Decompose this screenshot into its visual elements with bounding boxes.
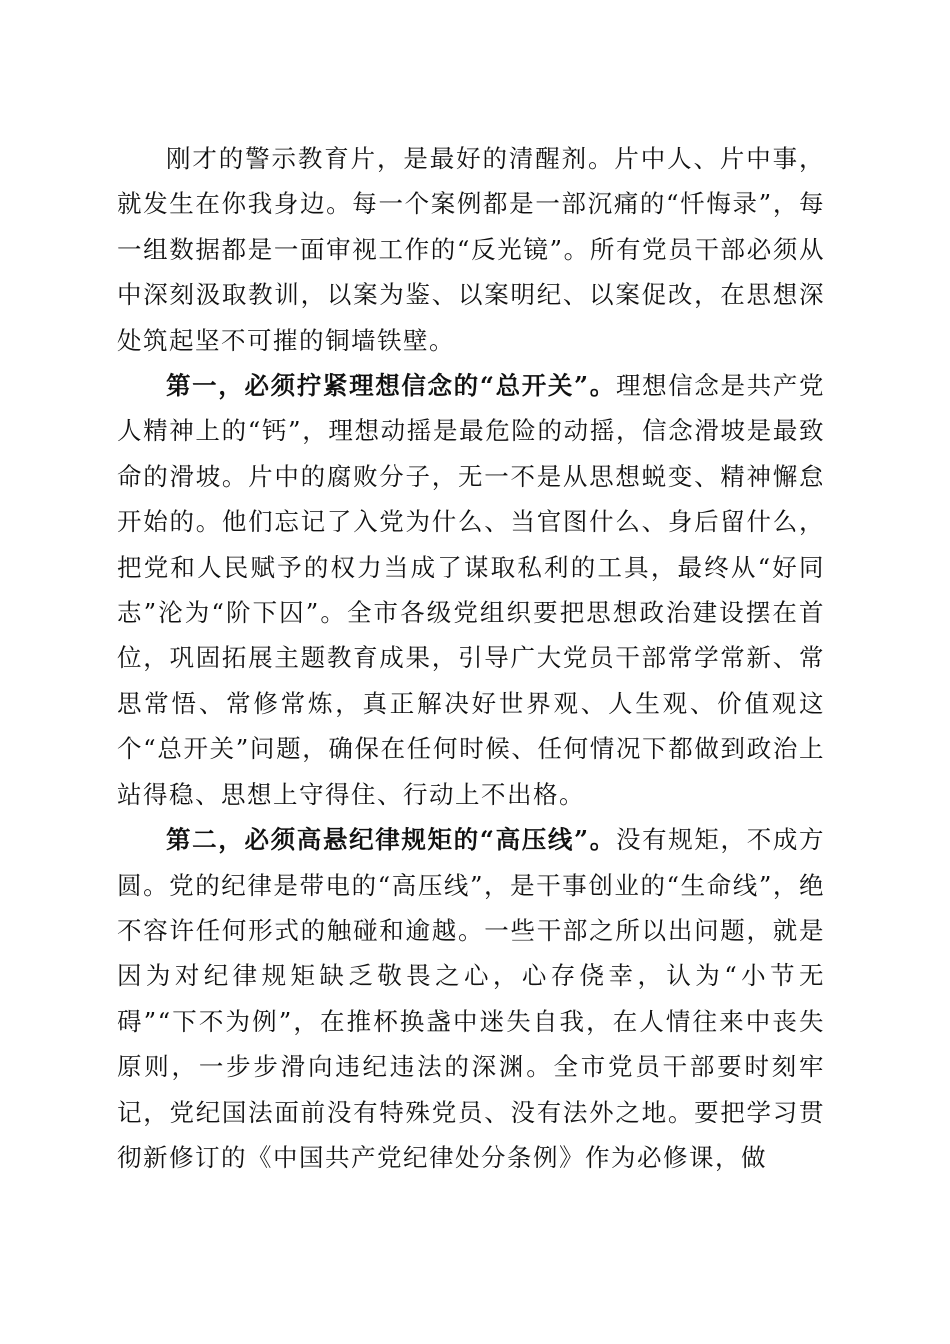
paragraph-lead: 第二，必须高悬纪律规矩的“高压线”。 <box>166 825 616 855</box>
paragraph-point-two <box>117 817 825 1180</box>
paragraph-text: 理想信念是共产党人精神上的“钙”，理想动摇是最危险的动摇，信念滑坡是最致命的滑坡。片中的腐败分子，无一不是从思想蜕变、精神懈怠开始的。他们忘记了入党为什么、当官图什么、身后留什么，把党和人民赋予的权力当成了谋取私利的工具，最终从“好同志”沦为“阶下囚”。全市各级党组织要把思想政治建设摆在首位，巩固拓展主题教育成果，引导广大党员干部常学常新、常思常悟、常修常炼，真正解决好世界观、人生观、价值观这个“总开关”问题，确保在任何时候、任何情况下都做到政治上站得稳、思想上守得住、行动上不出格。 <box>117 371 826 809</box>
paragraph-intro <box>117 136 825 363</box>
document-body <box>117 136 825 1180</box>
paragraph-text: 刚才的警示教育片，是最好的清醒剂。片中人、片中事，就发生在你我身边。每一个案例都是一部沉痛的“忏悔录”，每一组数据都是一面审视工作的“反光镜”。所有党员干部必须从中深刻汲取教训，以案为鉴、以案明纪、以案促改，在思想深处筑起坚不可摧的铜墙铁壁。 <box>117 144 825 355</box>
paragraph-text: 没有规矩，不成方圆。党的纪律是带电的“高压线”，是干事创业的“生命线”，绝不容许任何形式的触碰和逾越。一些干部之所以出问题，就是因为对纪律规矩缺乏敬畏之心，心存侥幸，认为“小节无碍”“下不为例”，在推杯换盏中迷失自我，在人情往来中丧失原则，一步步滑向违纪违法的深渊。全市党员干部要时刻牢记，党纪国法面前没有特殊党员、没有法外之地。要把学习贯彻新修订的《中国共产党纪律处分条例》作为必修课，做 <box>117 825 826 1172</box>
paragraph-point-one <box>117 363 825 817</box>
paragraph-lead: 第一，必须拧紧理想信念的“总开关”。 <box>166 371 616 401</box>
